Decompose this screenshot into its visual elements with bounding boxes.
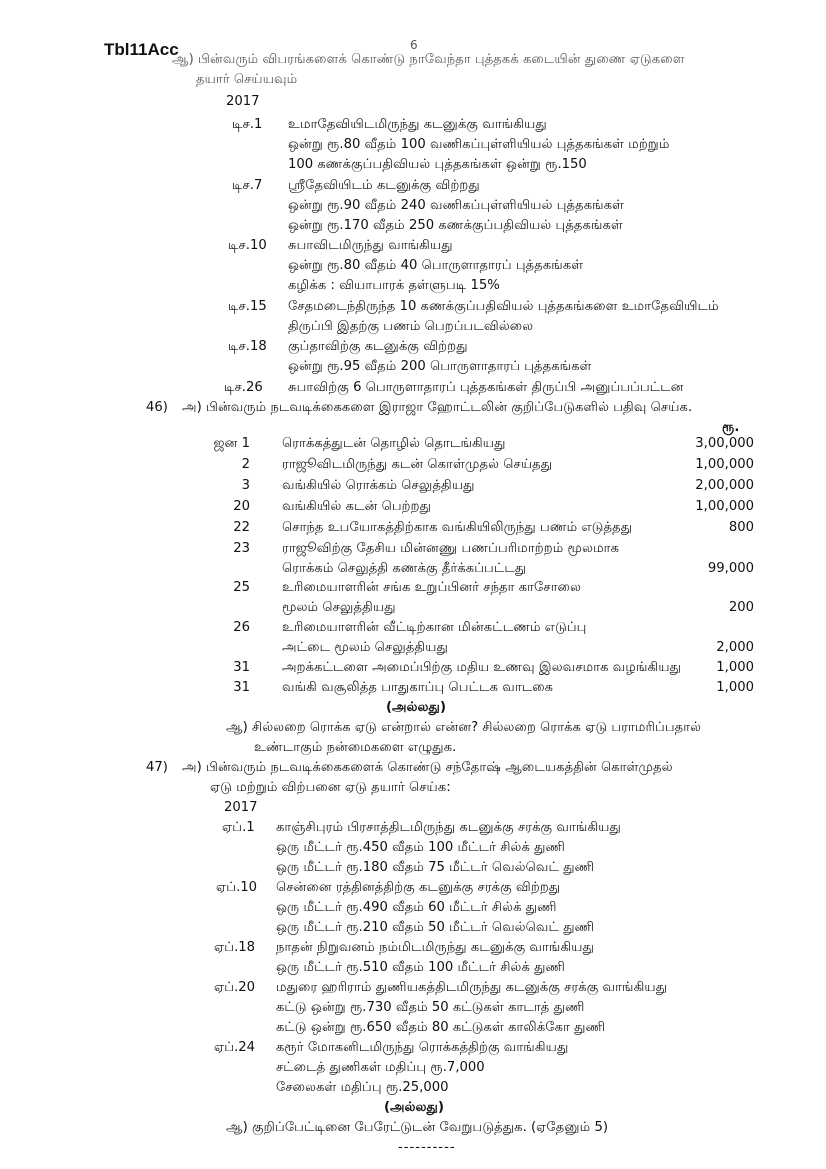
q47-entry-date: ஏப்.18: [214, 940, 256, 955]
q47-entry-line: சட்டைத் துணிகள் மதிப்பு ரூ.7,000: [276, 1060, 485, 1075]
q46-number: 46): [146, 400, 168, 415]
q47-entry-date: ஏப்.24: [214, 1040, 256, 1055]
q46-row-date: 25: [233, 580, 250, 595]
q46-row-date: 23: [233, 541, 250, 556]
q46-row-amount: 2,000: [716, 640, 754, 655]
q46-row-date: 20: [233, 499, 250, 514]
q46-row-amount: 2,00,000: [695, 478, 754, 493]
or-divider: (அல்லது): [383, 1100, 445, 1115]
q45b-entry-line: ஒன்று ரூ.80 வீதம் 100 வணிகப்புள்ளியியல் புத்தகங்கள் மற்றும்: [288, 137, 670, 152]
page-number: 6: [410, 38, 418, 52]
q46-row-amount: 3,00,000: [695, 436, 754, 451]
q45b-entry-line: 100 கணக்குப்பதிவியல் புத்தகங்கள் ஒன்று ரூ.150: [288, 157, 587, 172]
q46-row-text: சொந்த உபயோகத்திற்காக வங்கியிலிருந்து பணம் எடுத்தது: [282, 520, 633, 535]
q45b-entry-line: சுபாவிற்கு 6 பொருளாதாரப் புத்தகங்கள் திருப்பி அனுப்பப்பட்டன: [288, 380, 684, 395]
q46-row-text: அறக்கட்டளை அமைப்பிற்கு மதிய உணவு இலவசமாக வழங்கியது: [282, 660, 682, 675]
q46-row-text: வங்கி வசூலித்த பாதுகாப்பு பெட்டக வாடகை: [282, 680, 554, 695]
q45b-entry-line: ஒன்று ரூ.95 வீதம் 200 பொருளாதாரப் புத்தகங்கள்: [288, 359, 592, 374]
q46-row-date: 26: [233, 620, 250, 635]
q45b-entry-date: டிச.10: [228, 238, 267, 253]
q46-row-amount: 800: [728, 520, 754, 535]
q47-entry-line: கரூர் மோகனிடமிருந்து ரொக்கத்திற்கு வாங்கியது: [276, 1040, 569, 1055]
q45b-entry-line: சுபாவிடமிருந்து வாங்கியது: [288, 238, 453, 253]
q46-row-text: ரொக்கத்துடன் தொழில் தொடங்கியது: [282, 436, 506, 451]
q45b-entry-date: டிச.15: [228, 299, 267, 314]
q46-row-text: மூலம் செலுத்தியது: [282, 600, 396, 615]
q47-entry-line: சென்னை ரத்தினத்திற்கு கடனுக்கு சரக்கு விற்றது: [276, 880, 561, 895]
q47-entry-line: ஒரு மீட்டர் ரூ.180 வீதம் 75 மீட்டர் வெல்வெட் துணி: [276, 860, 595, 875]
q46-row-date: 3: [241, 478, 250, 493]
q46-row-date: 31: [233, 660, 250, 675]
q45b-intro-line1: ஆ) பின்வரும் விபரங்களைக் கொண்டு நாவேந்தா புத்தகக் கடையின் துணை ஏடுகளை: [172, 52, 685, 67]
q47-entry-line: ஒரு மீட்டர் ரூ.510 வீதம் 100 மீட்டர் சில்க் துணி: [276, 960, 566, 975]
q45b-entry-line: ஒன்று ரூ.90 வீதம் 240 வணிகப்புள்ளியியல் புத்தகங்கள்: [288, 198, 625, 213]
q46-row-date: 22: [233, 520, 250, 535]
q46-row-text: உரிமையாளரின் வீட்டிற்கான மின்கட்டணம் எடுப்பு: [282, 620, 587, 635]
paper-code: Tbl11Acc: [104, 40, 179, 59]
q47-alt: ஆ) குறிப்பேட்டினை பேரேட்டுடன் வேறுபடுத்துக. (ஏதேனும் 5): [226, 1120, 608, 1135]
q45b-entry-line: கழிக்க : வியாபாரக் தள்ளுபடி 15%: [288, 278, 500, 293]
q46-row-text: வங்கியில் கடன் பெற்றது: [282, 499, 432, 514]
q46-row-text: ராஜூவிடமிருந்து கடன் கொள்முதல் செய்தது: [282, 457, 553, 472]
q45b-entry-date: டிச.7: [232, 178, 263, 193]
q45b-entry-line: ஒன்று ரூ.170 வீதம் 250 கணக்குப்பதிவியல் புத்தகங்கள்: [288, 218, 623, 233]
q47-number: 47): [146, 760, 168, 775]
q45b-entry-line: சேதமடைந்திருந்த 10 கணக்குப்பதிவியல் புத்தகங்களை உமாதேவியிடம்: [288, 299, 719, 314]
q47-entry-line: கட்டு ஒன்று ரூ.730 வீதம் 50 கட்டுகள் காடாத் துணி: [276, 1000, 585, 1015]
or-divider: (அல்லது): [385, 700, 447, 715]
end-marker: ----------: [398, 1140, 456, 1155]
q45b-entry-line: குப்தாவிற்கு கடனுக்கு விற்றது: [288, 339, 468, 354]
q45b-entry-line: திருப்பி இதற்கு பணம் பெறப்படவில்லை: [288, 319, 534, 334]
q47-entry-date: ஏப்.1: [222, 820, 255, 835]
q46-row-date: 31: [233, 680, 250, 695]
q47-question-line1: அ) பின்வரும் நடவடிக்கைகளைக் கொண்டு சந்தோஷ் ஆடையகத்தின் கொள்முதல்: [182, 760, 673, 775]
q46-row-amount: 1,00,000: [695, 457, 754, 472]
q47-entry-line: கட்டு ஒன்று ரூ.650 வீதம் 80 கட்டுகள் காலிக்கோ துணி: [276, 1020, 606, 1035]
q45b-entry-date: டிச.1: [232, 117, 263, 132]
q46-row-text: ரொக்கம் செலுத்தி கணக்கு தீர்க்கப்பட்டது: [282, 561, 527, 576]
q45b-entry-line: ஸ்ரீதேவியிடம் கடனுக்கு விற்றது: [288, 178, 480, 193]
q46-row-text: ராஜூவிற்கு தேசிய மின்னணு பணப்பரிமாற்றம் மூலமாக: [282, 541, 620, 556]
q47-entry-line: ஒரு மீட்டர் ரூ.490 வீதம் 60 மீட்டர் சில்க் துணி: [276, 900, 557, 915]
q45b-entry-line: உமாதேவியிடமிருந்து கடனுக்கு வாங்கியது: [288, 117, 547, 132]
q45b-entry-date: டிச.26: [224, 380, 263, 395]
q46-row-date: 2: [241, 457, 250, 472]
q46-row-amount: 200: [728, 600, 754, 615]
currency-label: ரூ.: [722, 420, 740, 435]
q45b-year: 2017: [226, 94, 260, 109]
q46-alt-line2: உண்டாகும் நன்மைகளை எழுதுக.: [254, 740, 457, 755]
q46-row-text: அட்டை மூலம் செலுத்தியது: [282, 640, 448, 655]
q47-entry-line: காஞ்சிபுரம் பிரசாத்திடமிருந்து கடனுக்கு சரக்கு வாங்கியது: [276, 820, 621, 835]
q47-entry-line: ஒரு மீட்டர் ரூ.450 வீதம் 100 மீட்டர் சில்க் துணி: [276, 840, 566, 855]
q45b-intro-line2: தயார் செய்யவும்: [196, 72, 298, 87]
q47-entry-line: நாதன் நிறுவனம் நம்மிடமிருந்து கடனுக்கு வாங்கியது: [276, 940, 595, 955]
q46-question: அ) பின்வரும் நடவடிக்கைகளை இராஜா ஹோட்டலின் குறிப்பேடுகளில் பதிவு செய்க.: [182, 400, 693, 415]
q47-entry-line: மதுரை ஹரிராம் துணியகத்திடமிருந்து கடனுக்கு சரக்கு வாங்கியது: [276, 980, 668, 995]
q47-year: 2017: [224, 800, 258, 815]
q47-question-line2: ஏடு மற்றும் விற்பனை ஏடு தயார் செய்க:: [210, 780, 451, 795]
q47-entry-date: ஏப்.20: [214, 980, 256, 995]
q46-row-amount: 99,000: [707, 561, 754, 576]
q46-row-amount: 1,000: [716, 660, 754, 675]
q45b-entry-date: டிச.18: [228, 339, 267, 354]
q47-entry-line: சேலைகள் மதிப்பு ரூ.25,000: [276, 1080, 449, 1095]
q46-row-text: உரிமையாளரின் சங்க உறுப்பினர் சந்தா காசோலை: [282, 580, 582, 595]
q47-entry-date: ஏப்.10: [216, 880, 258, 895]
q45b-entry-line: ஒன்று ரூ.80 வீதம் 40 பொருளாதாரப் புத்தகங்கள்: [288, 258, 584, 273]
q46-row-text: வங்கியில் ரொக்கம் செலுத்தியது: [282, 478, 475, 493]
q46-row-date: ஜன 1: [213, 436, 250, 451]
q46-row-amount: 1,00,000: [695, 499, 754, 514]
q47-entry-line: ஒரு மீட்டர் ரூ.210 வீதம் 50 மீட்டர் வெல்வெட் துணி: [276, 920, 595, 935]
q46-row-amount: 1,000: [716, 680, 754, 695]
q46-alt-line1: ஆ) சில்லறை ரொக்க ஏடு என்றால் என்ன? சில்லறை ரொக்க ஏடு பராமரிப்பதால்: [226, 720, 702, 735]
